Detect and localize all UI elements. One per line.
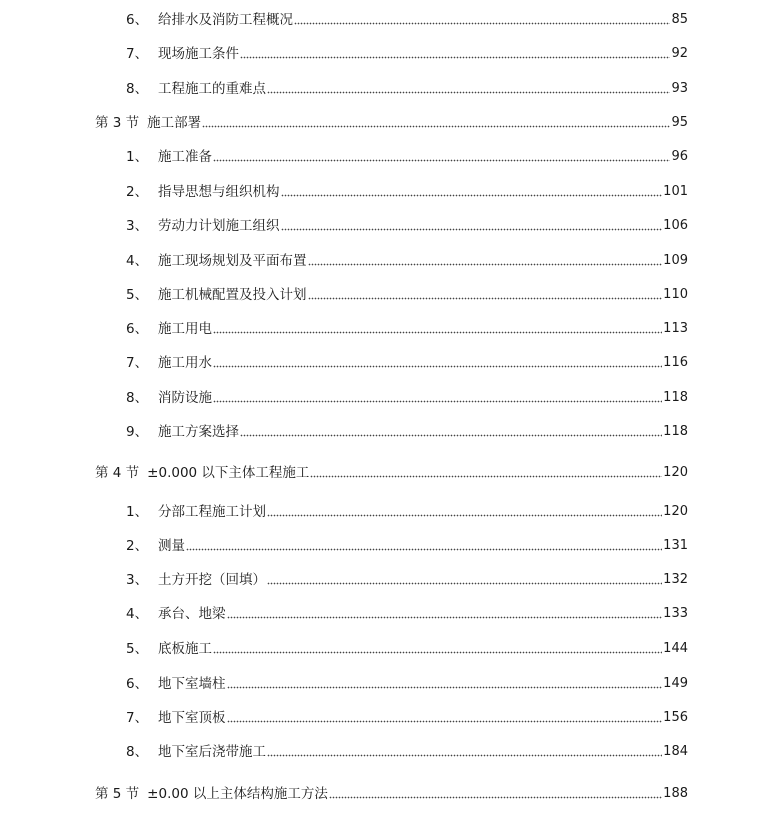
toc-entry-title: 给排水及消防工程概况 (158, 12, 293, 28)
dot-leader (329, 795, 662, 799)
toc-entry-number: 3、 (126, 572, 149, 588)
toc-entry[interactable] (126, 604, 688, 624)
toc-entry-title: 消防设施 (158, 390, 212, 406)
toc-entry-page-number: 106 (663, 218, 688, 233)
toc-entry-page-number: 118 (663, 390, 688, 405)
toc-entry-number: 2、 (126, 538, 149, 554)
toc-entry-number: 第 5 节 (95, 786, 140, 802)
toc-entry[interactable] (126, 388, 688, 408)
toc-entry[interactable] (126, 285, 688, 305)
toc-entry-page-number: 144 (663, 641, 688, 656)
toc-entry-number: 第 3 节 (95, 115, 140, 131)
toc-entry[interactable] (126, 10, 688, 30)
toc-entry-number: 5、 (126, 287, 149, 303)
toc-section-entry[interactable] (95, 113, 688, 133)
toc-entry[interactable] (126, 639, 688, 659)
toc-section-entry[interactable] (95, 463, 688, 483)
toc-entry-page-number: 156 (663, 710, 688, 725)
toc-entry-page-number: 116 (663, 355, 688, 370)
toc-entry-page-number: 131 (663, 538, 688, 553)
dot-leader (308, 296, 663, 300)
toc-entry-page-number: 95 (671, 115, 688, 130)
toc-entry-number: 1、 (126, 504, 149, 520)
toc-entry[interactable] (126, 708, 688, 728)
toc-entry-title: 劳动力计划施工组织 (158, 218, 280, 234)
dot-leader (267, 513, 662, 517)
toc-entry[interactable] (126, 79, 688, 99)
toc-entry-page-number: 96 (671, 149, 688, 164)
dot-leader (294, 21, 670, 25)
toc-entry-title: 土方开挖（回填） (158, 572, 266, 588)
toc-entry-title: 施工方案选择 (158, 424, 239, 440)
toc-entry[interactable] (126, 353, 688, 373)
toc-entry-page-number: 109 (663, 253, 688, 268)
toc-entry-title: 测量 (158, 538, 185, 554)
toc-entry-number: 9、 (126, 424, 149, 440)
toc-entry-title: 地下室墙柱 (158, 676, 226, 692)
toc-entry-title: 施工准备 (158, 149, 212, 165)
toc-entry-page-number: 101 (663, 184, 688, 199)
toc-entry-number: 4、 (126, 253, 149, 269)
toc-entry-title: ±0.000 以下主体工程施工 (147, 465, 310, 481)
toc-entry-title: 施工用电 (158, 321, 212, 337)
toc-entry-number: 7、 (126, 355, 149, 371)
toc-entry[interactable] (126, 319, 688, 339)
toc-entry-page-number: 92 (671, 46, 688, 61)
dot-leader (267, 581, 662, 585)
toc-entry-title: 工程施工的重难点 (158, 81, 266, 97)
toc-entry-title: 分部工程施工计划 (158, 504, 266, 520)
toc-entry-page-number: 113 (663, 321, 688, 336)
toc-entry-number: 3、 (126, 218, 149, 234)
toc-entry-number: 7、 (126, 710, 149, 726)
toc-entry-title: ±0.00 以上主体结构施工方法 (147, 786, 328, 802)
dot-leader (310, 474, 662, 478)
dot-leader (281, 193, 663, 197)
toc-entry-page-number: 132 (663, 572, 688, 587)
toc-entry-title: 施工现场规划及平面布置 (158, 253, 307, 269)
dot-leader (240, 55, 670, 59)
toc-entry-title: 指导思想与组织机构 (158, 184, 280, 200)
toc-entry-number: 7、 (126, 46, 149, 62)
toc-entry-title: 地下室后浇带施工 (158, 744, 266, 760)
dot-leader (240, 433, 662, 437)
toc-entry-number: 1、 (126, 149, 149, 165)
toc-entry-page-number: 184 (663, 744, 688, 759)
dot-leader (267, 90, 670, 94)
dot-leader (227, 719, 663, 723)
toc-entry-number: 6、 (126, 12, 149, 28)
dot-leader (186, 547, 662, 551)
toc-entry[interactable] (126, 147, 688, 167)
toc-entry-title: 施工机械配置及投入计划 (158, 287, 307, 303)
toc-entry-title: 现场施工条件 (158, 46, 239, 62)
toc-entry-number: 第 4 节 (95, 465, 140, 481)
toc-entry-page-number: 85 (671, 12, 688, 27)
toc-entry-page-number: 118 (663, 424, 688, 439)
toc-entry-page-number: 149 (663, 676, 688, 691)
toc-entry-title: 施工部署 (147, 115, 202, 131)
dot-leader (213, 399, 662, 403)
toc-entry[interactable] (126, 502, 688, 522)
toc-entry-number: 8、 (126, 744, 149, 760)
dot-leader (213, 330, 662, 334)
toc-entry[interactable] (126, 536, 688, 556)
toc-entry[interactable] (126, 251, 688, 271)
toc-entry-title: 地下室顶板 (158, 710, 226, 726)
dot-leader (227, 685, 663, 689)
toc-entry-number: 2、 (126, 184, 149, 200)
dot-leader (308, 262, 663, 266)
toc-section-entry[interactable] (95, 784, 688, 804)
toc-entry-number: 8、 (126, 390, 149, 406)
toc-entry[interactable] (126, 674, 688, 694)
toc-entry-page-number: 93 (671, 81, 688, 96)
toc-entry[interactable] (126, 422, 688, 442)
dot-leader (213, 650, 662, 654)
toc-entry[interactable] (126, 570, 688, 590)
toc-entry-page-number: 133 (663, 606, 688, 621)
toc-entry-title: 承台、地梁 (158, 606, 226, 622)
toc-entry-number: 8、 (126, 81, 149, 97)
toc-entry-number: 6、 (126, 321, 149, 337)
toc-entry[interactable] (126, 742, 688, 762)
toc-entry-number: 5、 (126, 641, 149, 657)
toc-entry[interactable] (126, 44, 688, 64)
dot-leader (213, 364, 662, 368)
toc-entry-page-number: 110 (663, 287, 688, 302)
toc-entry-page-number: 120 (663, 504, 688, 519)
toc-entry-title: 施工用水 (158, 355, 212, 371)
toc-entry[interactable] (126, 182, 688, 202)
dot-leader (267, 753, 662, 757)
dot-leader (202, 124, 670, 128)
toc-entry-page-number: 120 (663, 465, 688, 480)
toc-entry-title: 底板施工 (158, 641, 212, 657)
dot-leader (213, 158, 670, 162)
dot-leader (281, 227, 663, 231)
toc-entry[interactable] (126, 216, 688, 236)
toc-entry-page-number: 188 (663, 786, 688, 801)
dot-leader (227, 615, 663, 619)
toc-entry-number: 4、 (126, 606, 149, 622)
toc-entry-number: 6、 (126, 676, 149, 692)
